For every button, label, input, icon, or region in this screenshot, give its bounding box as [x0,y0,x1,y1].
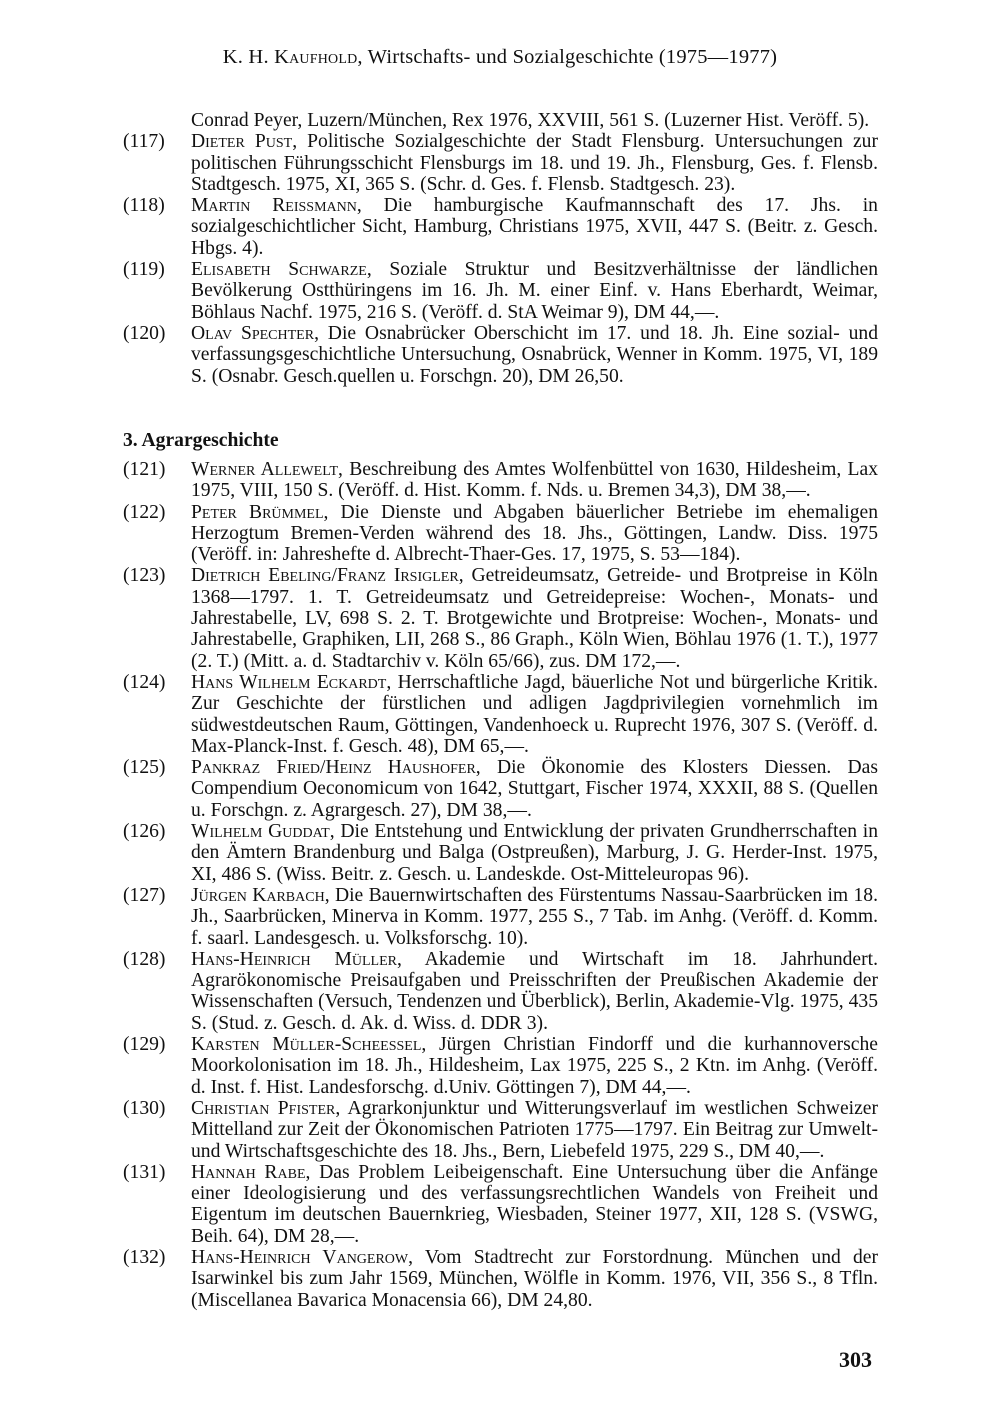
entry-number: (122) [123,501,166,523]
entry-number: (132) [123,1246,166,1268]
entry-text: , Beschreibung des Amtes Wolfenbüttel von 1630, Hildesheim, Lax 1975, VIII, 150 S. (Veröff. d. Hist. Komm. f. Nds. u. Bremen 34,3), DM 38,—. [191,459,879,502]
entry-author: Karsten Müller-Scheessel [191,1034,422,1056]
entry-number: (127) [123,884,166,906]
bibliography-entry [123,672,878,757]
running-head [0,46,1000,69]
entry-number: (123) [123,565,166,587]
entry-author: Wilhelm Guddat [191,821,330,843]
page-number: 303 [839,1347,872,1372]
entry-text: Conrad Peyer, Luzern/München, Rex 1976, XXVIII, 561 S. (Luzerner Hist. Veröff. 5). [191,110,870,131]
entry-author: Dietrich Ebeling/Franz Irsigler [191,565,459,587]
bibliography-list-top [123,110,878,387]
entry-text: , Jürgen Christian Findorff und die kurhannoversche Moorkolonisation im 18. Jh., Hildesheim, Lax 1975, 225 S., 2 Ktn. im Anhg. (Veröff. d. Inst. f. Hist. Landesforschg. d.Univ. Göttingen 7), DM 44,—. [191,1034,878,1098]
entry-text: , Akademie und Wirtschaft im 18. Jahrhundert. Agrarökonomische Preisaufgaben und Preisschriften der Preußischen Akademie der Wissenschaften (Versuch, Tendenzen und Überblick), Berlin, Akademie-Vlg. 1975, 435 S. (Stud. z. Gesch. d. Ak. d. Wiss. d. DDR 3). [191,948,878,1034]
bibliography-entry [123,259,878,323]
entry-number: (117) [123,131,165,153]
bibliography-entry [123,949,878,1034]
entry-author: Hans-Heinrich Müller [191,948,397,970]
entry-author: Dieter Pust [191,131,293,153]
entry-number: (126) [123,821,166,843]
entry-number: (119) [123,259,165,281]
bibliography-entry [123,821,878,885]
entry-text: , Das Problem Leibeigenschaft. Eine Untersuchung über die Anfänge einer Ideologisierung und des verfassungsrechtlichen Wandels von Freiheit und Eigentum im deutschen Bauernkrieg, Wiesbaden, Steiner 1977, XII, 128 S. (VSWG, Beih. 64), DM 28,—. [191,1161,878,1247]
bibliography-entry [123,1098,878,1162]
entry-number: (124) [123,671,166,693]
bibliography-entry [123,195,878,259]
entry-number: (130) [123,1097,166,1119]
bibliography-entry [123,131,878,195]
bibliography-entry [123,885,878,949]
entry-author: Olav Spechter [191,322,315,344]
entry-text: , Die hamburgische Kaufmannschaft des 17. Jhs. in sozialgeschichtlicher Sicht, Hamburg, Christians 1975, XVII, 447 S. (Beitr. z. Gesch. Hbgs. 4). [191,195,878,259]
entry-text: , Die Ökonomie des Klosters Diessen. Das Compendium Oeconomicum von 1642, Stuttgart, Fischer 1974, XXXII, 88 S. (Quellen u. Forschgn. z. Agrargesch. 27), DM 38,—. [191,757,878,821]
entry-text: , Vom Stadtrecht zur Forstordnung. München und der Isarwinkel bis zum Jahr 1569, München, Wölfle in Komm. 1976, VII, 356 S., 8 Tfln. (Miscellanea Bavarica Monacensia 66), DM 24,80. [191,1246,879,1311]
bibliography-entry [123,110,878,131]
entry-text: , Politische Sozialgeschichte der Stadt Flensburg. Untersuchungen zur politischen Führungsschicht Flensburgs im 18. und 19. Jh., Flensburg, Ges. f. Flensb. Stadtgesch. 1975, XI, 365 S. (Schr. d. Ges. f. Flensb. Stadtgesch. 23). [191,131,878,195]
entry-number: (121) [123,459,166,480]
entry-author: Jürgen Karbach [191,884,325,906]
entry-text: , Die Osnabrücker Oberschicht im 17. und 18. Jh. Eine sozial- und verfassungsgeschichtliche Untersuchung, Osnabrück, Wenner in Komm. 1975, VI, 189 S. (Osnabr. Gesch.quellen u. Forschgn. 20), DM 26,50. [191,322,878,387]
entry-number: (128) [123,948,166,970]
entry-number: (131) [123,1161,166,1183]
entry-text: , Herrschaftliche Jagd, bäuerliche Not und bürgerliche Kritik. Zur Geschichte der fürstlichen und adligen Jagdprivilegien vornehmlich im südwestdeutschen Raum, Göttingen, Vandenhoeck u. Ruprecht 1976, 307 S. (Veröff. d. Max-Planck-Inst. f. Gesch. 48), DM 65,—. [191,671,878,757]
entry-text: , Die Entstehung und Entwicklung der privaten Grundherrschaften in den Ämtern Brandenburg und Balga (Ostpreußen), Marburg, J. G. Herder-Inst. 1975, XI, 486 S. (Wiss. Beitr. z. Gesch. u. Landeskde. Ost-Mitteleuropas 96). [191,821,878,885]
bibliography-entry [123,1162,878,1247]
bibliography-entry [123,323,878,387]
entry-number: (118) [123,195,165,217]
entry-author: Elisabeth Schwarze [191,259,367,281]
entry-number: (125) [123,757,166,779]
entry-text: , Getreideumsatz, Getreide- und Brotpreise in Köln 1368—1797. 1. T. Getreideumsatz und Getreidepreise: Wochen-, Monats- und Jahrestabelle, LV, 698 S. 2. T. Brotgewichte und Brotpreise: Wochen-, Monats- und Jahrestabelle, Graphiken, LII, 268 S., 86 Graph., Köln Wien, Böhlau 1976 (1. T.), 1977 (2. T.) (Mitt. a. d. Stadtarchiv v. Köln 65/66), zus. DM 172,—. [191,565,878,672]
bibliography-list [123,459,878,1311]
entry-author: Peter Brümmel [191,501,324,523]
entry-text: , Soziale Struktur und Besitzverhältnisse der ländlichen Bevölkerung Ostthüringens im 16. Jh. M. einer Einf. v. Hans Eberhardt, Weimar, Böhlaus Nachf. 1975, 216 S. (Veröff. d. StA Weimar 9), DM 44,—. [191,259,878,323]
entry-text: , Die Bauernwirtschaften des Fürstentums Nassau-Saarbrücken im 18. Jh., Saarbrücken, Minerva in Komm. 1977, 255 S., 7 Tab. im Anhg. (Veröff. d. Komm. f. saarl. Landesgesch. u. Volksforschg. 10). [191,884,878,949]
bibliography-entry [123,502,878,566]
entry-number: (120) [123,322,166,344]
running-head-title: , Wirtschafts- und Sozialgeschichte (1975—1977) [357,46,778,68]
bibliography-entry [123,1034,878,1098]
bibliography-entry [123,459,878,502]
running-head-author: K. H. Kaufhold [222,46,358,68]
bibliography-entry [123,565,878,671]
entry-text: , Die Dienste und Abgaben bäuerlicher Betriebe im ehemaligen Herzogtum Bremen-Verden während des 18. Jhs., Göttingen, Landw. Diss. 1975 (Veröff. in: Jahreshefte d. Albrecht-Thaer-Ges. 17, 1975, S. 53—184). [191,501,878,566]
bibliography-entry [123,757,878,821]
entry-number: (129) [123,1034,166,1056]
section-heading: 3. Agrargeschichte [123,430,279,451]
entry-author: Martin Reissmann [191,195,357,217]
entry-author: Hannah Rabe [191,1161,306,1183]
bibliography-entry [123,1247,878,1311]
entry-author: Hans-Heinrich Vangerow [191,1246,409,1268]
entry-author: Christian Pfister [191,1097,336,1119]
entry-text: , Agrarkonjunktur und Witterungsverlauf im westlichen Schweizer Mittelland zur Zeit der Ökonomischen Patrioten 1775—1797. Ein Beitrag zur Umwelt- und Wirtschaftsgeschichte des 18. Jhs., Bern, Liebefeld 1975, 229 S., DM 40,—. [191,1097,878,1162]
entry-author: Hans Wilhelm Eckardt [191,671,387,693]
entry-author: Werner Allewelt [191,459,339,480]
entry-author: Pankraz Fried/Heinz Haushofer [191,757,476,779]
